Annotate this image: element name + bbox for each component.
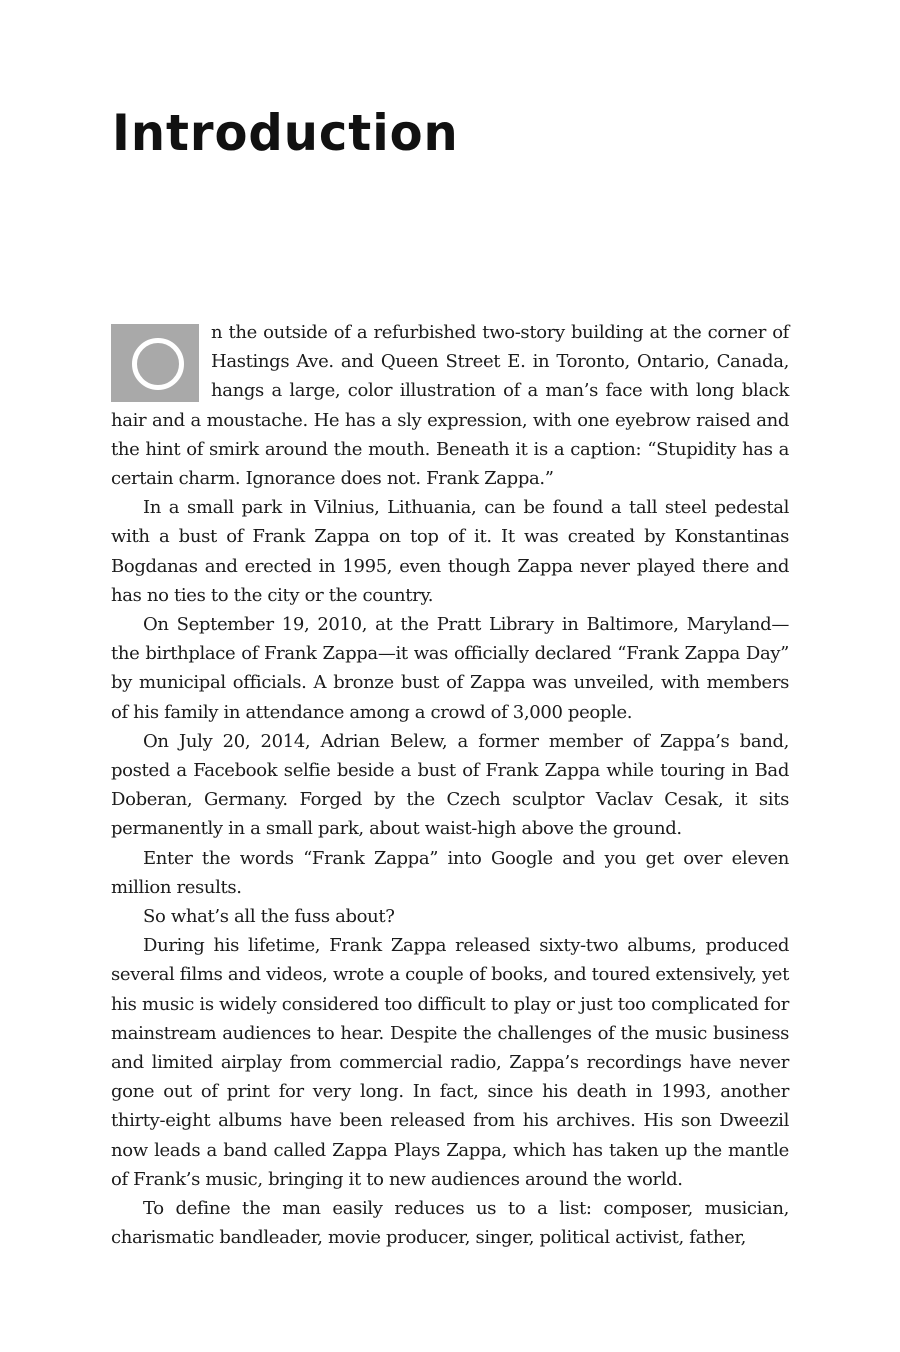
paragraph: [111, 318, 789, 493]
paragraph: On September 19, 2010, at the Pratt Library in Baltimore, Maryland—the birthplace of Frank Zappa—it was officially declared “Frank Zappa Day” by municipal officials. A bronze bust of Zappa was unveiled, with members of his family in attendance among a crowd of 3,000 people.: [111, 614, 789, 723]
chapter-title: Introduction: [112, 104, 459, 162]
paragraph: Enter the words “Frank Zappa” into Google and you get over eleven million results.: [111, 847, 789, 898]
paragraph-text: n the outside of a refurbished two-story building at the corner of Hastings Ave. and Queen Street E. in Toronto, Ontario, Canada, hangs a large, color illustration of a man’s face with long black hair and a moustache. He has a sly expression, with one eyebrow raised and the hint of smirk around the mouth. Beneath it is a caption: “Stupidity has a certain charm. Ignorance does not. Frank Zappa.”: [111, 322, 789, 490]
paragraph: To define the man easily reduces us to a list: composer, musician, charismatic bandleader, movie producer, singer, political activist, father,: [111, 1198, 789, 1249]
drop-cap-o-icon: [111, 324, 199, 402]
chapter-body: [111, 318, 789, 1253]
paragraph: In a small park in Vilnius, Lithuania, can be found a tall steel pedestal with a bust of Frank Zappa on top of it. It was created by Konstantinas Bogdanas and erected in 1995, even though Zappa never played there and has no ties to the city or the country.: [111, 497, 789, 606]
paragraph: On July 20, 2014, Adrian Belew, a former member of Zappa’s band, posted a Facebook selfie beside a bust of Frank Zappa while touring in Bad Doberan, Germany. Forged by the Czech sculptor Vaclav Cesak, it sits permanently in a small park, about waist-high above the ground.: [111, 730, 789, 840]
paragraph: During his lifetime, Frank Zappa released sixty-two albums, produced several films and videos, wrote a couple of books, and toured extensively, yet his music is widely considered too difficult to play or just too complicated for mainstream audiences to hear. Despite the challenges of the music business and limited airplay from commercial radio, Zappa’s recordings have never gone out of print for very long. In fact, since his death in 1993, another thirty-eight albums have been released from his archives. His son Dweezil now leads a band called Zappa Plays Zappa, which has taken up the mantle of Frank’s music, bringing it to new audiences around the world.: [111, 935, 789, 1190]
paragraph: So what’s all the fuss about?: [143, 906, 395, 928]
